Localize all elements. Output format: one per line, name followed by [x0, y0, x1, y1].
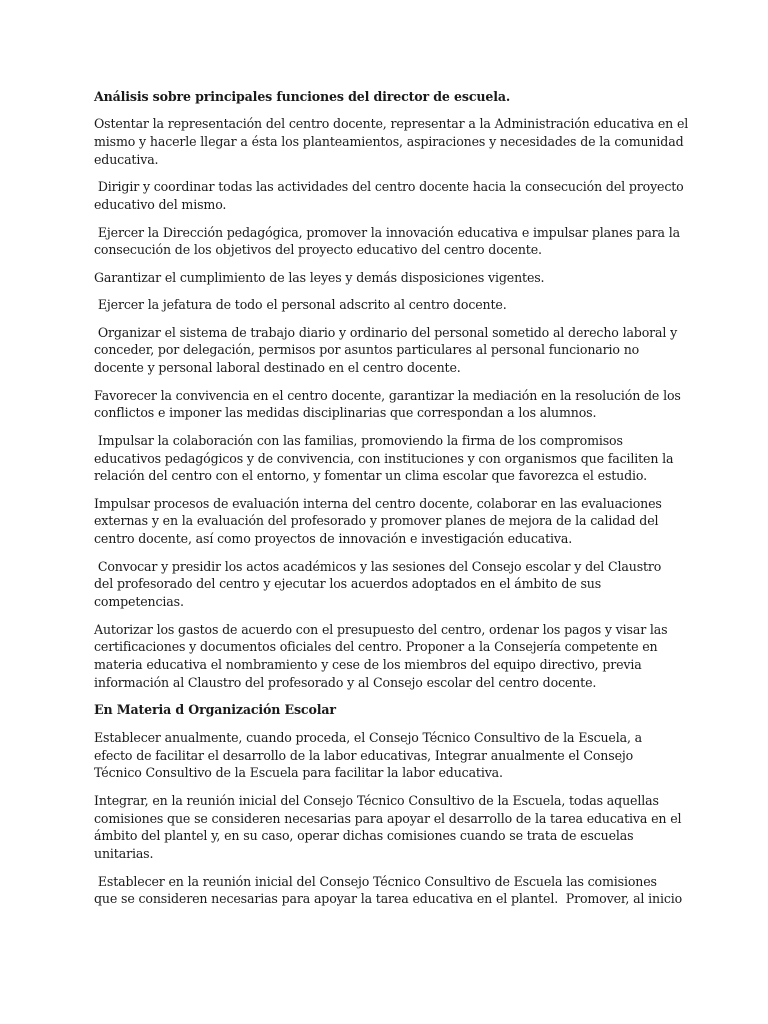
- text-line: Impulsar la colaboración con las familias, promoviendo la firma de los compromisos: [94, 432, 623, 448]
- body-paragraph: [94, 324, 676, 377]
- text-line: unitarias.: [94, 846, 154, 862]
- text-line: Favorecer la convivencia en el centro docente, garantizar la mediación en la resolución de los: [94, 387, 681, 403]
- text-line: Técnico Consultivo de la Escuela para facilitar la labor educativa.: [94, 765, 503, 781]
- text-line: Organizar el sistema de trabajo diario y ordinario del personal sometido al derecho laboral y: [94, 324, 678, 340]
- text-line: conflictos e imponer las medidas disciplinarias que correspondan a los alumnos.: [94, 405, 597, 421]
- text-line: que se consideren necesarias para apoyar la tarea educativa en el plantel. Promover, al inicio: [94, 891, 683, 907]
- text-line: Autorizar los gastos de acuerdo con el presupuesto del centro, ordenar los pagos y visar las: [94, 621, 668, 637]
- text-line: del profesorado del centro y ejecutar los acuerdos adoptados en el ámbito de sus: [94, 576, 602, 592]
- text-line: consecución de los objetivos del proyecto educativo del centro docente.: [94, 242, 542, 258]
- text-line: comisiones que se consideren necesarias para apoyar el desarrollo de la tarea educativa en el: [94, 810, 682, 826]
- text-line: Convocar y presidir los actos académicos y las sesiones del Consejo escolar y del Claustro: [94, 558, 662, 574]
- text-line: efecto de facilitar el desarrollo de la labor educativas, Integrar anualmente el Consejo: [94, 747, 634, 763]
- text-line: Ejercer la Dirección pedagógica, promover la innovación educativa e impulsar planes para la: [94, 224, 680, 240]
- body-paragraph: [94, 729, 676, 782]
- text-line: materia educativa el nombramiento y cese de los miembros del equipo directivo, previa: [94, 657, 642, 673]
- body-paragraph: [94, 224, 680, 260]
- body-paragraph: [94, 269, 676, 287]
- body-paragraph: [94, 296, 676, 314]
- section-heading: [94, 701, 676, 719]
- text-line: certificaciones y documentos oficiales del centro. Proponer a la Consejería competente en: [94, 639, 658, 655]
- text-line: docente y personal laboral destinado en el centro docente.: [94, 360, 461, 376]
- body-paragraph: [94, 621, 676, 692]
- text-line: mismo y hacerle llegar a ésta los planteamientos, aspiraciones y necesidades de la comunidad: [94, 134, 684, 150]
- text-line: ámbito del plantel y, en su caso, operar dichas comisiones cuando se trata de escuelas: [94, 828, 634, 844]
- text-line: Ejercer la jefatura de todo el personal adscrito al centro docente.: [94, 297, 507, 313]
- text-line: Garantizar el cumplimiento de las leyes y demás disposiciones vigentes.: [94, 269, 545, 285]
- text-line: En Materia d Organización Escolar: [94, 702, 336, 718]
- text-line: centro docente, así como proyectos de innovación e investigación educativa.: [94, 531, 573, 547]
- document-page: [94, 88, 689, 918]
- text-line: información al Claustro del profesorado y al Consejo escolar del centro docente.: [94, 675, 597, 691]
- body-paragraph: [94, 873, 683, 909]
- body-paragraph: [94, 432, 676, 485]
- body-paragraph: [94, 495, 676, 548]
- body-paragraph: [94, 387, 681, 423]
- text-line: Ostentar la representación del centro docente, representar a la Administración educativa en el: [94, 116, 689, 132]
- text-line: educativos pedagógicos y de convivencia, con instituciones y con organismos que faciliten la: [94, 450, 674, 466]
- text-line: educativa.: [94, 151, 159, 167]
- body-paragraph: [94, 115, 689, 168]
- body-paragraph: [94, 792, 682, 863]
- text-line: educativo del mismo.: [94, 197, 227, 213]
- text-line: externas y en la evaluación del profesorado y promover planes de mejora de la calidad del: [94, 513, 659, 529]
- text-line: relación del centro con el entorno, y fomentar un clima escolar que favorezca el estudio.: [94, 468, 647, 484]
- text-line: Dirigir y coordinar todas las actividades del centro docente hacia la consecución del proyecto: [94, 179, 684, 195]
- text-line: conceder, por delegación, permisos por asuntos particulares al personal funcionario no: [94, 342, 640, 358]
- body-paragraph: [94, 178, 684, 214]
- text-line: competencias.: [94, 594, 184, 610]
- text-line: Establecer anualmente, cuando proceda, el Consejo Técnico Consultivo de la Escuela, a: [94, 729, 643, 745]
- text-line: Impulsar procesos de evaluación interna del centro docente, colaborar en las evaluaciones: [94, 495, 662, 511]
- section-heading: [94, 88, 676, 106]
- body-paragraph: [94, 558, 676, 611]
- text-line: Análisis sobre principales funciones del director de escuela.: [94, 89, 511, 104]
- text-line: Establecer en la reunión inicial del Consejo Técnico Consultivo de Escuela las comisiones: [94, 873, 657, 889]
- text-line: Integrar, en la reunión inicial del Consejo Técnico Consultivo de la Escuela, todas aquellas: [94, 792, 659, 808]
